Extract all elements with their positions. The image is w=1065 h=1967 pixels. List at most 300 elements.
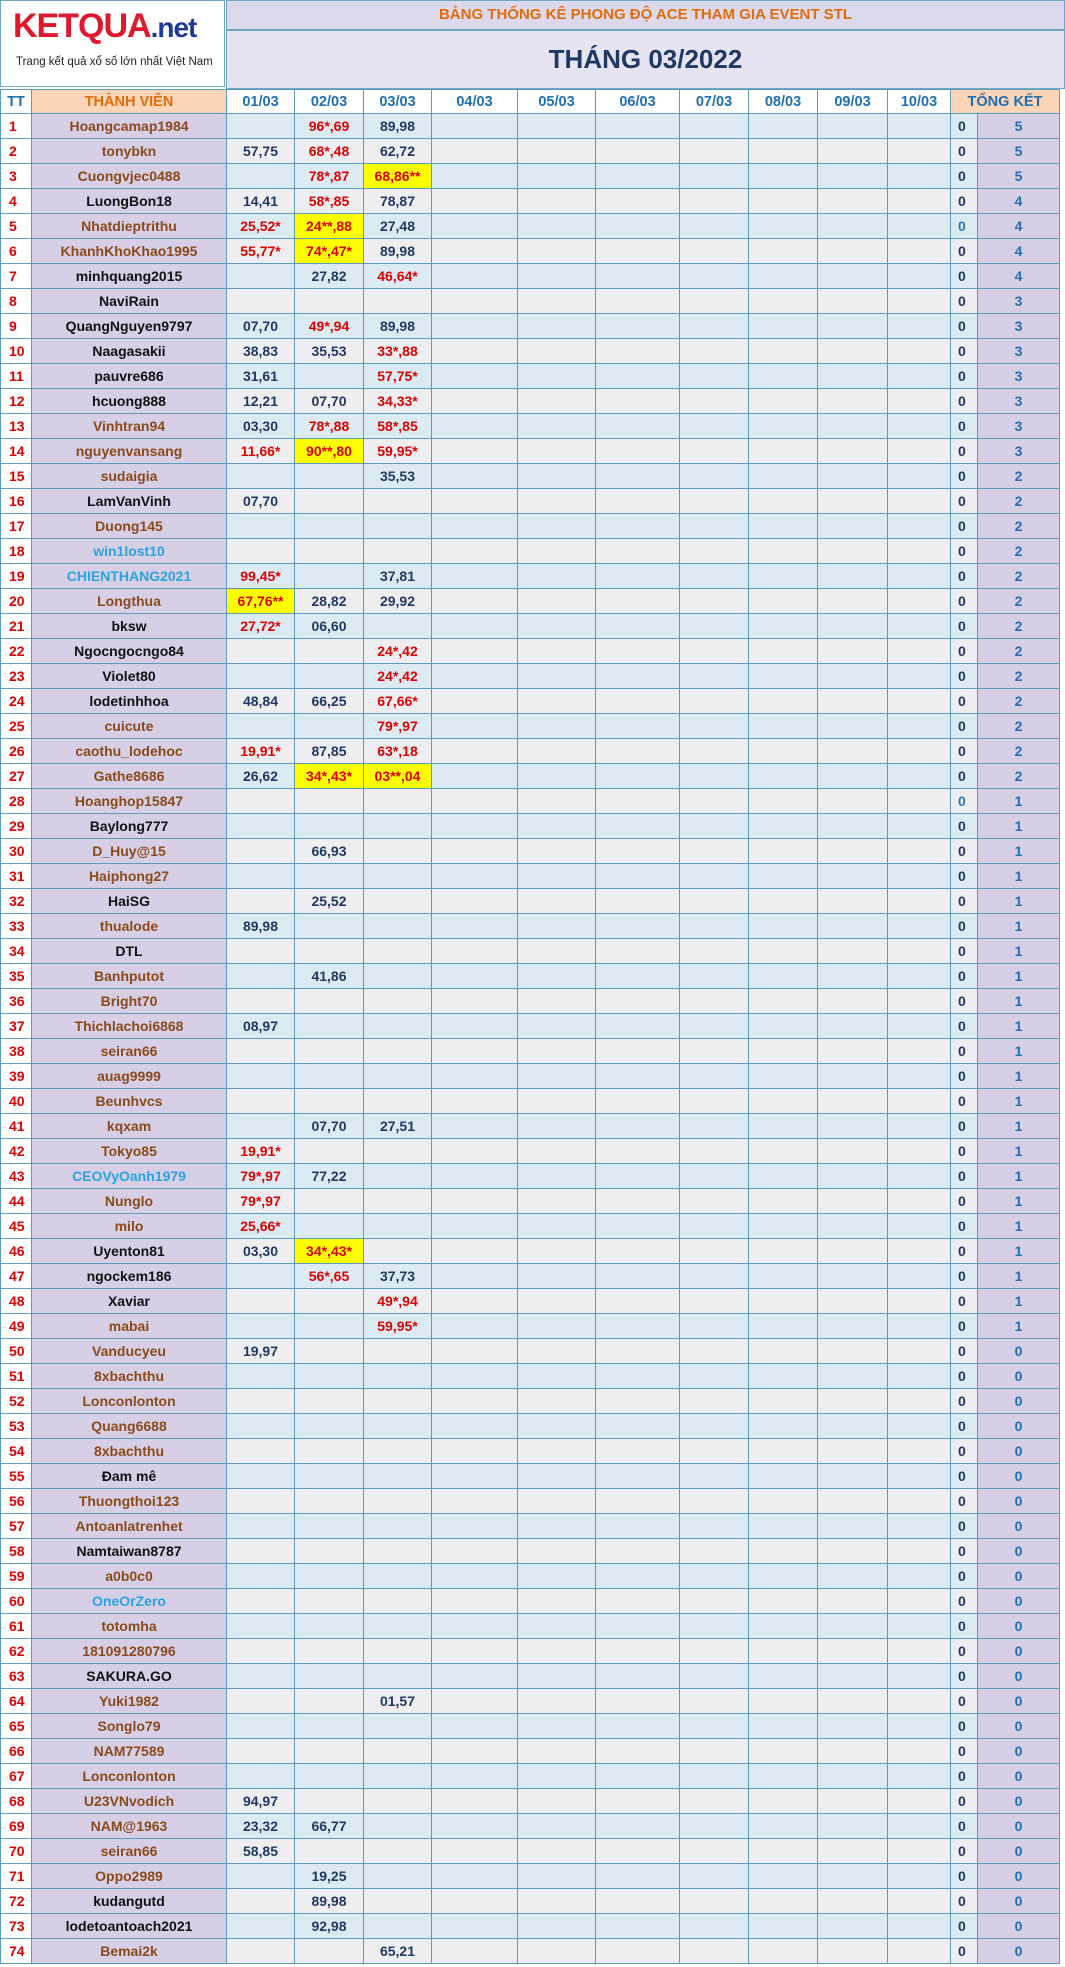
day-cell-empty: [749, 1114, 818, 1139]
day-cell-empty: [888, 1914, 951, 1939]
day-cell-empty: [432, 1739, 518, 1764]
day-cell-empty: [680, 739, 749, 764]
row-number: 28: [1, 789, 32, 814]
day-cell-empty: [432, 1414, 518, 1439]
miss-count: 0: [951, 189, 978, 214]
day-cell-empty: [888, 1139, 951, 1164]
total-score: 4: [978, 214, 1060, 239]
total-score: 0: [978, 1614, 1060, 1639]
day-cell-empty: [888, 139, 951, 164]
day-cell: [295, 639, 364, 664]
day-cell-empty: [596, 1764, 680, 1789]
day-cell-empty: [680, 389, 749, 414]
day-cell-empty: [680, 989, 749, 1014]
day-cell-empty: [749, 539, 818, 564]
table-row: [1, 889, 1060, 914]
day-cell-empty: [680, 1289, 749, 1314]
day-cell-empty: [749, 139, 818, 164]
total-score: 0: [978, 1589, 1060, 1614]
day-cell: 25,66*: [227, 1214, 295, 1239]
day-cell-empty: [818, 1689, 888, 1714]
day-cell: [295, 364, 364, 389]
day-cell: [364, 514, 432, 539]
day-cell-empty: [749, 1739, 818, 1764]
day-cell: 77,22: [295, 1164, 364, 1189]
day-cell-empty: [818, 864, 888, 889]
table-row: [1, 1514, 1060, 1539]
day-cell-empty: [596, 414, 680, 439]
day-cell: [295, 1589, 364, 1614]
member-name: Nunglo: [32, 1189, 227, 1214]
day-cell-empty: [518, 1314, 596, 1339]
day-cell-empty: [432, 714, 518, 739]
day-cell-empty: [749, 1864, 818, 1889]
row-number: 70: [1, 1839, 32, 1864]
day-cell-empty: [680, 1014, 749, 1039]
day-cell: 67,66*: [364, 689, 432, 714]
row-number: 40: [1, 1089, 32, 1114]
miss-count: 0: [951, 239, 978, 264]
total-score: 0: [978, 1639, 1060, 1664]
miss-count: 0: [951, 1039, 978, 1064]
day-cell: 89,98: [295, 1889, 364, 1914]
row-number: 9: [1, 314, 32, 339]
logo-tagline: Trang kết quả xổ số lớn nhất Việt Nam: [16, 56, 213, 68]
day-cell-empty: [888, 889, 951, 914]
miss-count: 0: [951, 1239, 978, 1264]
day-cell-empty: [818, 1514, 888, 1539]
day-cell-empty: [518, 564, 596, 589]
day-cell-empty: [888, 989, 951, 1014]
day-cell: 79*,97: [227, 1189, 295, 1214]
member-name: minhquang2015: [32, 264, 227, 289]
stats-table: [0, 89, 1060, 1964]
table-row: [1, 1314, 1060, 1339]
total-score: 4: [978, 239, 1060, 264]
total-score: 1: [978, 1264, 1060, 1289]
day-cell-empty: [596, 589, 680, 614]
day-cell-empty: [518, 1339, 596, 1364]
row-number: 24: [1, 689, 32, 714]
day-cell-empty: [888, 914, 951, 939]
day-cell-empty: [518, 489, 596, 514]
day-cell: 89,98: [364, 239, 432, 264]
table-row: [1, 1664, 1060, 1689]
day-cell-empty: [596, 764, 680, 789]
day-cell-empty: [680, 564, 749, 589]
total-score: 0: [978, 1339, 1060, 1364]
day-cell-empty: [596, 364, 680, 389]
day-cell-empty: [888, 1289, 951, 1314]
total-score: 3: [978, 289, 1060, 314]
day-cell-empty: [596, 1689, 680, 1714]
row-number: 39: [1, 1064, 32, 1089]
day-cell-empty: [518, 714, 596, 739]
member-name: Baylong777: [32, 814, 227, 839]
day-cell: 92,98: [295, 1914, 364, 1939]
table-row: [1, 839, 1060, 864]
day-cell: 48,84: [227, 689, 295, 714]
logo-suffix: .net: [150, 12, 197, 43]
day-cell: 59,95*: [364, 1314, 432, 1339]
table-row: [1, 214, 1060, 239]
col-header-total: TỔNG KẾT: [951, 90, 1060, 114]
miss-count: 0: [951, 539, 978, 564]
miss-count: 0: [951, 1089, 978, 1114]
day-cell-empty: [818, 339, 888, 364]
member-name: caothu_lodehoc: [32, 739, 227, 764]
day-cell: 89,98: [227, 914, 295, 939]
day-cell-empty: [818, 764, 888, 789]
day-cell-empty: [596, 1139, 680, 1164]
day-cell-empty: [680, 1214, 749, 1239]
day-cell: [295, 714, 364, 739]
day-cell-empty: [596, 539, 680, 564]
day-cell-empty: [888, 689, 951, 714]
day-cell-empty: [680, 1689, 749, 1714]
miss-count: 0: [951, 1289, 978, 1314]
day-cell-empty: [818, 1539, 888, 1564]
table-row: [1, 864, 1060, 889]
day-cell-empty: [888, 764, 951, 789]
day-cell: 74*,47*: [295, 239, 364, 264]
day-cell: [364, 1739, 432, 1764]
total-score: 0: [978, 1664, 1060, 1689]
miss-count: 0: [951, 1814, 978, 1839]
day-cell: [295, 664, 364, 689]
day-cell-empty: [680, 764, 749, 789]
member-name: kudangutd: [32, 1889, 227, 1914]
total-score: 1: [978, 1314, 1060, 1339]
day-cell-empty: [818, 539, 888, 564]
day-cell-empty: [596, 1814, 680, 1839]
day-cell-empty: [680, 1239, 749, 1264]
day-cell: 67,76**: [227, 589, 295, 614]
day-cell-empty: [749, 839, 818, 864]
day-cell: 66,25: [295, 689, 364, 714]
total-score: 2: [978, 764, 1060, 789]
day-cell-empty: [432, 1514, 518, 1539]
miss-count: 0: [951, 1614, 978, 1639]
member-name: NAM77589: [32, 1739, 227, 1764]
day-cell-empty: [749, 1914, 818, 1939]
row-number: 3: [1, 164, 32, 189]
day-cell-empty: [680, 614, 749, 639]
day-cell-empty: [888, 514, 951, 539]
table-row: [1, 1289, 1060, 1314]
day-cell-empty: [680, 639, 749, 664]
member-name: lodetoantoach2021: [32, 1914, 227, 1939]
day-cell-empty: [749, 1564, 818, 1589]
day-cell-empty: [680, 1814, 749, 1839]
total-score: 0: [978, 1739, 1060, 1764]
miss-count: 0: [951, 689, 978, 714]
day-cell-empty: [596, 464, 680, 489]
day-cell: [364, 1714, 432, 1739]
day-cell-empty: [518, 1264, 596, 1289]
day-cell-empty: [596, 1914, 680, 1939]
day-cell-empty: [518, 289, 596, 314]
day-cell-empty: [749, 1139, 818, 1164]
day-cell: [364, 614, 432, 639]
day-cell-empty: [596, 214, 680, 239]
day-cell-empty: [432, 1689, 518, 1714]
day-cell: 89,98: [364, 114, 432, 139]
day-cell-empty: [680, 964, 749, 989]
logo-brand: KETQUA: [13, 7, 151, 45]
day-cell-empty: [888, 964, 951, 989]
day-cell-empty: [749, 1414, 818, 1439]
day-cell-empty: [818, 1214, 888, 1239]
day-cell-empty: [749, 1714, 818, 1739]
day-cell: 49*,94: [295, 314, 364, 339]
day-cell-empty: [818, 739, 888, 764]
day-cell: [295, 1789, 364, 1814]
row-number: 46: [1, 1239, 32, 1264]
day-cell-empty: [680, 364, 749, 389]
table-row: [1, 439, 1060, 464]
day-cell-empty: [680, 264, 749, 289]
day-cell-empty: [888, 1789, 951, 1814]
total-score: 1: [978, 1289, 1060, 1314]
day-cell-empty: [818, 1464, 888, 1489]
miss-count: 0: [951, 514, 978, 539]
day-cell-empty: [888, 814, 951, 839]
day-cell-empty: [818, 914, 888, 939]
total-score: 0: [978, 1414, 1060, 1439]
day-cell-empty: [596, 639, 680, 664]
day-cell-empty: [818, 1739, 888, 1764]
day-cell-empty: [596, 1214, 680, 1239]
day-cell-empty: [596, 1939, 680, 1964]
day-cell: [295, 1739, 364, 1764]
day-cell-empty: [818, 1589, 888, 1614]
day-cell-empty: [888, 414, 951, 439]
day-cell: [364, 1139, 432, 1164]
miss-count: 0: [951, 1639, 978, 1664]
total-score: 1: [978, 1214, 1060, 1239]
day-cell-empty: [818, 1289, 888, 1314]
day-cell-empty: [596, 139, 680, 164]
day-cell: [227, 1114, 295, 1139]
day-cell-empty: [888, 364, 951, 389]
day-cell-empty: [818, 964, 888, 989]
miss-count: 0: [951, 1389, 978, 1414]
day-cell-empty: [680, 814, 749, 839]
day-cell: 27,82: [295, 264, 364, 289]
day-cell-empty: [432, 1664, 518, 1689]
day-cell-empty: [680, 539, 749, 564]
day-cell-empty: [518, 914, 596, 939]
day-cell-empty: [518, 939, 596, 964]
day-cell-empty: [518, 539, 596, 564]
day-cell: [295, 1514, 364, 1539]
day-cell-empty: [432, 339, 518, 364]
miss-count: 0: [951, 1264, 978, 1289]
site-logo[interactable]: [0, 0, 225, 87]
miss-count: 0: [951, 614, 978, 639]
day-cell-empty: [818, 489, 888, 514]
day-cell: 03**,04: [364, 764, 432, 789]
day-cell: 08,97: [227, 1014, 295, 1039]
day-cell: [227, 1739, 295, 1764]
day-cell-empty: [818, 1614, 888, 1639]
day-cell-empty: [596, 889, 680, 914]
total-score: 0: [978, 1889, 1060, 1914]
day-cell: 62,72: [364, 139, 432, 164]
day-cell-empty: [749, 864, 818, 889]
table-row: [1, 739, 1060, 764]
day-cell-empty: [596, 1389, 680, 1414]
day-cell-empty: [749, 1614, 818, 1639]
day-cell-empty: [818, 1389, 888, 1414]
day-cell: [227, 889, 295, 914]
day-cell-empty: [818, 1114, 888, 1139]
day-cell: [364, 1614, 432, 1639]
table-row: [1, 589, 1060, 614]
day-cell: [364, 1589, 432, 1614]
day-cell-empty: [818, 189, 888, 214]
day-cell-empty: [818, 164, 888, 189]
day-cell: 66,93: [295, 839, 364, 864]
day-cell: [227, 1364, 295, 1389]
header-row: [1, 90, 1060, 114]
day-cell-empty: [680, 1464, 749, 1489]
day-cell-empty: [680, 314, 749, 339]
day-cell-empty: [888, 439, 951, 464]
logo-wordmark: [13, 7, 196, 46]
table-row: [1, 1539, 1060, 1564]
row-number: 67: [1, 1764, 32, 1789]
day-cell: [295, 1139, 364, 1164]
day-cell: 79*,97: [364, 714, 432, 739]
day-cell-empty: [749, 1164, 818, 1189]
day-cell-empty: [432, 1364, 518, 1389]
day-cell: [364, 1214, 432, 1239]
day-cell-empty: [749, 414, 818, 439]
member-name: Naagasakii: [32, 339, 227, 364]
row-number: 37: [1, 1014, 32, 1039]
day-cell-empty: [749, 1064, 818, 1089]
total-score: 3: [978, 364, 1060, 389]
day-cell: [227, 964, 295, 989]
member-name: sudaigia: [32, 464, 227, 489]
row-number: 51: [1, 1364, 32, 1389]
day-cell-empty: [818, 264, 888, 289]
miss-count: 0: [951, 814, 978, 839]
day-cell: 66,77: [295, 1814, 364, 1839]
day-cell: [227, 1564, 295, 1589]
day-cell-empty: [596, 664, 680, 689]
day-cell-empty: [596, 1489, 680, 1514]
day-cell: [295, 1639, 364, 1664]
total-score: 1: [978, 789, 1060, 814]
total-score: 1: [978, 989, 1060, 1014]
day-cell-empty: [432, 1289, 518, 1314]
day-cell-empty: [749, 1464, 818, 1489]
day-cell-empty: [749, 1889, 818, 1914]
day-cell-empty: [432, 1189, 518, 1214]
day-cell: [227, 814, 295, 839]
row-number: 21: [1, 614, 32, 639]
day-cell: [364, 1489, 432, 1514]
day-cell: [227, 1489, 295, 1514]
table-row: [1, 339, 1060, 364]
member-name: Bemai2k: [32, 1939, 227, 1964]
day-cell: [364, 889, 432, 914]
day-cell: 58*,85: [295, 189, 364, 214]
day-cell-empty: [518, 1214, 596, 1239]
col-header-date: 03/03: [364, 90, 432, 114]
member-name: Bright70: [32, 989, 227, 1014]
day-cell: 49*,94: [364, 1289, 432, 1314]
day-cell: 55,77*: [227, 239, 295, 264]
day-cell: [364, 989, 432, 1014]
day-cell-empty: [596, 389, 680, 414]
total-score: 1: [978, 889, 1060, 914]
day-cell-empty: [680, 889, 749, 914]
day-cell: 57,75*: [364, 364, 432, 389]
day-cell-empty: [818, 1839, 888, 1864]
total-score: 1: [978, 839, 1060, 864]
row-number: 34: [1, 939, 32, 964]
day-cell: 34*,43*: [295, 1239, 364, 1264]
day-cell-empty: [888, 564, 951, 589]
table-row: [1, 239, 1060, 264]
day-cell-empty: [749, 764, 818, 789]
table-row: [1, 1589, 1060, 1614]
miss-count: 0: [951, 864, 978, 889]
day-cell: [295, 1189, 364, 1214]
day-cell-empty: [680, 914, 749, 939]
day-cell: [295, 1714, 364, 1739]
day-cell: [227, 1714, 295, 1739]
day-cell-empty: [888, 164, 951, 189]
day-cell-empty: [888, 1589, 951, 1614]
total-score: 3: [978, 439, 1060, 464]
day-cell-empty: [888, 1114, 951, 1139]
day-cell: 24*,42: [364, 664, 432, 689]
day-cell-empty: [596, 1114, 680, 1139]
day-cell: 27,48: [364, 214, 432, 239]
member-name: auag9999: [32, 1064, 227, 1089]
total-score: 0: [978, 1514, 1060, 1539]
day-cell-empty: [432, 1614, 518, 1639]
row-number: 66: [1, 1739, 32, 1764]
miss-count: 0: [951, 964, 978, 989]
day-cell-empty: [888, 114, 951, 139]
table-row: [1, 814, 1060, 839]
total-score: 0: [978, 1539, 1060, 1564]
table-row: [1, 1339, 1060, 1364]
day-cell: [364, 1789, 432, 1814]
row-number: 48: [1, 1289, 32, 1314]
table-row: [1, 1414, 1060, 1439]
day-cell-empty: [888, 1539, 951, 1564]
day-cell-empty: [432, 614, 518, 639]
table-row: [1, 914, 1060, 939]
day-cell-empty: [680, 1039, 749, 1064]
day-cell-empty: [749, 1014, 818, 1039]
day-cell-empty: [680, 164, 749, 189]
day-cell-empty: [818, 514, 888, 539]
member-name: 181091280796: [32, 1639, 227, 1664]
row-number: 45: [1, 1214, 32, 1239]
day-cell-empty: [818, 839, 888, 864]
table-row: [1, 639, 1060, 664]
day-cell-empty: [596, 1639, 680, 1664]
total-score: 0: [978, 1389, 1060, 1414]
